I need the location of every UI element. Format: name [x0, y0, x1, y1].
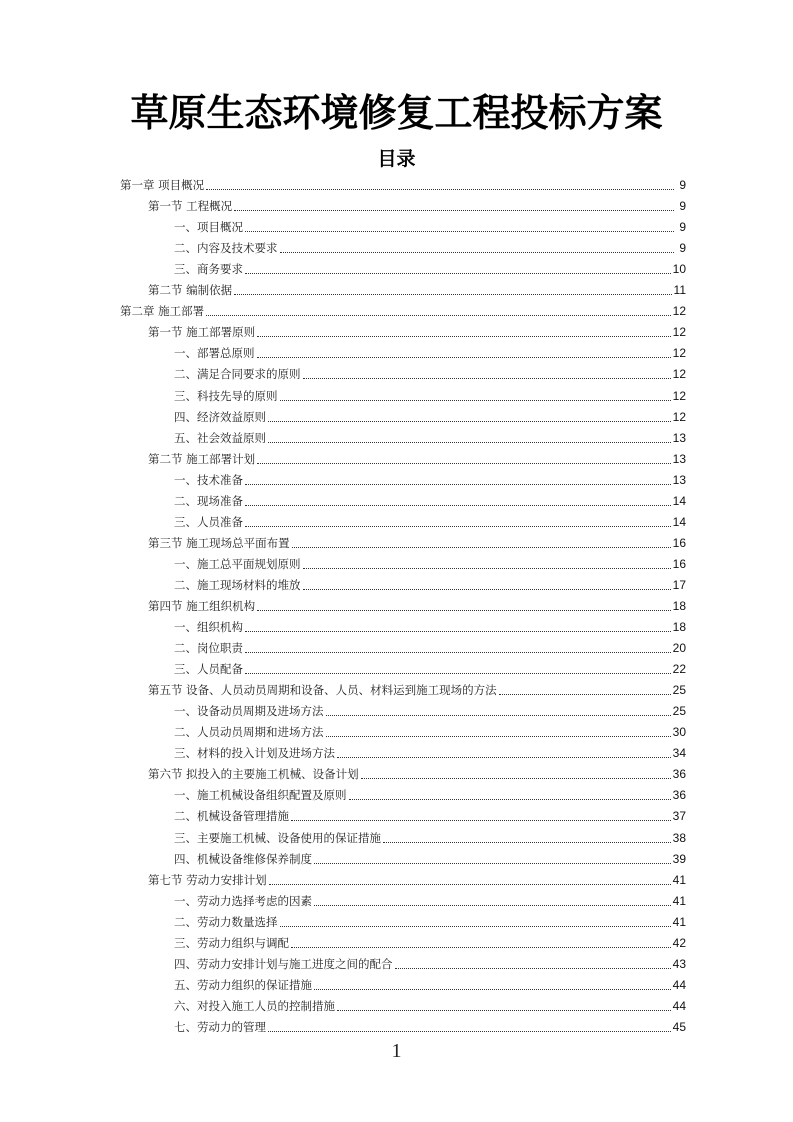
- toc-entry-label: 第二节 施工部署计划: [148, 451, 256, 466]
- toc-entry-label: 二、机械设备管理措施: [174, 809, 289, 824]
- toc-subsection-entry[interactable]: [120, 572, 686, 593]
- dot-leader: [291, 946, 671, 948]
- toc-subsection-entry[interactable]: [120, 698, 686, 719]
- toc-chapter-entry[interactable]: [120, 172, 686, 193]
- toc-entry-page: 12: [672, 304, 686, 319]
- toc-entry-page: 39: [672, 851, 686, 866]
- toc-entry-page: 9: [679, 178, 686, 193]
- toc-section-entry[interactable]: [120, 867, 686, 888]
- toc-entry-label: 一、施工机械设备组织配置及原则: [174, 788, 347, 803]
- toc-entry-label: 三、人员配备: [174, 662, 243, 677]
- dot-leader: [280, 399, 671, 401]
- toc-entry-page: 38: [672, 830, 686, 845]
- toc-entry-label: 一、施工总平面规划原则: [174, 556, 301, 571]
- toc-entry-page: 12: [672, 346, 686, 361]
- dot-leader: [206, 314, 670, 316]
- dot-leader: [257, 356, 671, 358]
- toc-subsection-entry[interactable]: [120, 888, 686, 909]
- toc-entry-label: 三、科技先导的原则: [174, 388, 278, 403]
- toc-entry-label: 一、劳动力选择考虑的因素: [174, 893, 312, 908]
- toc-entry-label: 一、项目概况: [174, 220, 243, 235]
- toc-entry-page: 41: [672, 872, 686, 887]
- dot-leader: [337, 756, 671, 758]
- dot-leader: [245, 504, 671, 506]
- toc-entry-page: 10: [672, 262, 686, 277]
- toc-entry-label: 三、材料的投入计划及进场方法: [174, 746, 335, 761]
- page-number: 1: [391, 1040, 402, 1062]
- toc-entry-page: 11: [673, 283, 686, 298]
- dot-leader: [280, 251, 675, 253]
- toc-entry-label: 二、现场准备: [174, 493, 243, 508]
- dot-leader: [269, 883, 671, 885]
- toc-entry-label: 二、内容及技术要求: [174, 241, 278, 256]
- toc-subsection-entry[interactable]: [120, 972, 686, 993]
- toc-entry-page: 17: [672, 577, 686, 592]
- toc-entry-page: 14: [672, 514, 686, 529]
- toc-entry-label: 第五节 设备、人员动员周期和设备、人员、材料运到施工现场的方法: [148, 683, 497, 698]
- toc-entry-label: 第一章 项目概况: [120, 178, 205, 193]
- toc-entry-page: 9: [679, 220, 686, 235]
- document-title: 草原生态环境修复工程投标方案: [130, 91, 663, 135]
- toc-chapter-entry[interactable]: [120, 298, 686, 319]
- dot-leader: [349, 798, 671, 800]
- toc-section-entry[interactable]: [120, 319, 686, 340]
- toc-subsection-entry[interactable]: [120, 656, 686, 677]
- toc-entry-page: 12: [672, 388, 686, 403]
- toc-subsection-entry[interactable]: [120, 740, 686, 761]
- dot-leader: [268, 420, 671, 422]
- toc-entry-page: 36: [672, 788, 686, 803]
- toc-subsection-entry[interactable]: [120, 488, 686, 509]
- toc-entry-label: 二、满足合同要求的原则: [174, 367, 301, 382]
- toc-entry-page: 37: [672, 809, 686, 824]
- dot-leader: [245, 672, 671, 674]
- toc-entry-page: 43: [672, 956, 686, 971]
- toc-subsection-entry[interactable]: [120, 382, 686, 403]
- toc-entry-label: 二、岗位职责: [174, 641, 243, 656]
- toc-subsection-entry[interactable]: [120, 909, 686, 930]
- dot-leader: [326, 735, 671, 737]
- toc-subsection-entry[interactable]: [120, 214, 686, 235]
- dot-leader: [234, 209, 674, 211]
- toc-entry-label: 第一节 施工部署原则: [148, 325, 256, 340]
- toc-section-entry[interactable]: [120, 446, 686, 467]
- toc-entry-label: 五、社会效益原则: [174, 430, 266, 445]
- toc-entry-label: 第七节 劳动力安排计划: [148, 872, 267, 887]
- toc-subsection-entry[interactable]: [120, 824, 686, 845]
- toc-subsection-entry[interactable]: [120, 509, 686, 530]
- toc-section-entry[interactable]: [120, 277, 686, 298]
- toc-entry-label: 二、人员动员周期和进场方法: [174, 725, 324, 740]
- dot-leader: [314, 988, 671, 990]
- toc-entry-page: 12: [672, 367, 686, 382]
- dot-leader: [234, 293, 671, 295]
- dot-leader: [361, 777, 671, 779]
- toc-subsection-entry[interactable]: [120, 340, 686, 361]
- toc-entry-label: 一、技术准备: [174, 472, 243, 487]
- toc-subsection-entry[interactable]: [120, 635, 686, 656]
- toc-heading: 目录: [377, 148, 416, 170]
- toc-subsection-entry[interactable]: [120, 425, 686, 446]
- toc-subsection-entry[interactable]: [120, 719, 686, 740]
- toc-entry-page: 45: [672, 1019, 686, 1034]
- toc-entry-label: 七、劳动力的管理: [174, 1019, 266, 1034]
- dot-leader: [314, 904, 671, 906]
- toc-entry-label: 第二章 施工部署: [120, 304, 205, 319]
- toc-entry-page: 13: [672, 430, 686, 445]
- dot-leader: [291, 819, 671, 821]
- toc-subsection-entry[interactable]: [120, 846, 686, 867]
- toc-entry-label: 二、施工现场材料的堆放: [174, 577, 301, 592]
- dot-leader: [292, 546, 671, 548]
- toc-section-entry[interactable]: [120, 761, 686, 782]
- toc-entry-page: 36: [672, 767, 686, 782]
- dot-leader: [257, 462, 670, 464]
- dot-leader: [280, 925, 671, 927]
- toc-entry-label: 第三节 施工现场总平面布置: [148, 535, 290, 550]
- toc-subsection-entry[interactable]: [120, 930, 686, 951]
- toc-subsection-entry[interactable]: [120, 551, 686, 572]
- toc-entry-page: 42: [672, 935, 686, 950]
- toc-entry-page: 25: [672, 704, 686, 719]
- toc-entry-page: 16: [672, 556, 686, 571]
- toc-subsection-entry[interactable]: [120, 614, 686, 635]
- toc-entry-label: 第一节 工程概况: [148, 199, 233, 214]
- toc-entry-label: 四、机械设备维修保养制度: [174, 851, 312, 866]
- toc-entry-page: 30: [672, 725, 686, 740]
- toc-entry-label: 三、劳动力组织与调配: [174, 935, 289, 950]
- toc-section-entry[interactable]: [120, 530, 686, 551]
- dot-leader: [268, 1030, 671, 1032]
- toc-subsection-entry[interactable]: [120, 361, 686, 382]
- table-of-contents: [120, 172, 686, 1035]
- toc-entry-page: 18: [672, 620, 686, 635]
- toc-section-entry[interactable]: [120, 593, 686, 614]
- dot-leader: [206, 188, 674, 190]
- dot-leader: [245, 525, 671, 527]
- toc-entry-page: 12: [672, 409, 686, 424]
- dot-leader: [383, 841, 671, 843]
- dot-leader: [245, 230, 674, 232]
- toc-subsection-entry[interactable]: [120, 235, 686, 256]
- dot-leader: [245, 630, 671, 632]
- toc-entry-page: 16: [672, 535, 686, 550]
- toc-entry-label: 六、对投入施工人员的控制措施: [174, 998, 335, 1013]
- toc-section-entry[interactable]: [120, 193, 686, 214]
- toc-entry-label: 一、组织机构: [174, 620, 243, 635]
- toc-entry-page: 44: [672, 977, 686, 992]
- toc-entry-page: 41: [672, 893, 686, 908]
- toc-subsection-entry[interactable]: [120, 803, 686, 824]
- toc-entry-label: 第六节 拟投入的主要施工机械、设备计划: [148, 767, 359, 782]
- dot-leader: [245, 483, 671, 485]
- toc-entry-label: 五、劳动力组织的保证措施: [174, 977, 312, 992]
- toc-entry-page: 14: [672, 493, 686, 508]
- dot-leader: [268, 441, 671, 443]
- toc-subsection-entry[interactable]: [120, 782, 686, 803]
- dot-leader: [257, 609, 670, 611]
- toc-subsection-entry[interactable]: [120, 993, 686, 1014]
- toc-subsection-entry[interactable]: [120, 256, 686, 277]
- toc-subsection-entry[interactable]: [120, 467, 686, 488]
- toc-entry-page: 18: [672, 598, 686, 613]
- toc-entry-page: 13: [672, 472, 686, 487]
- toc-entry-page: 9: [679, 241, 686, 256]
- toc-entry-page: 25: [672, 683, 686, 698]
- toc-entry-label: 第四节 施工组织机构: [148, 598, 256, 613]
- toc-entry-page: 13: [672, 451, 686, 466]
- toc-entry-label: 一、设备动员周期及进场方法: [174, 704, 324, 719]
- toc-entry-page: 34: [672, 746, 686, 761]
- dot-leader: [303, 377, 671, 379]
- dot-leader: [314, 862, 671, 864]
- toc-entry-label: 第二节 编制依据: [148, 283, 233, 298]
- toc-entry-label: 三、商务要求: [174, 262, 243, 277]
- dot-leader: [257, 335, 670, 337]
- toc-entry-label: 一、部署总原则: [174, 346, 255, 361]
- toc-subsection-entry[interactable]: [120, 951, 686, 972]
- dot-leader: [245, 651, 671, 653]
- dot-leader: [499, 693, 671, 695]
- dot-leader: [337, 1009, 671, 1011]
- toc-entry-page: 41: [672, 914, 686, 929]
- dot-leader: [326, 714, 671, 716]
- toc-entry-page: 20: [672, 641, 686, 656]
- toc-entry-page: 9: [679, 199, 686, 214]
- toc-entry-label: 三、人员准备: [174, 514, 243, 529]
- toc-entry-page: 22: [672, 662, 686, 677]
- dot-leader: [395, 967, 671, 969]
- dot-leader: [303, 567, 671, 569]
- dot-leader: [245, 272, 671, 274]
- toc-entry-page: 12: [672, 325, 686, 340]
- toc-subsection-entry[interactable]: [120, 404, 686, 425]
- dot-leader: [303, 588, 671, 590]
- toc-section-entry[interactable]: [120, 677, 686, 698]
- toc-entry-label: 四、劳动力安排计划与施工进度之间的配合: [174, 956, 393, 971]
- toc-entry-label: 四、经济效益原则: [174, 409, 266, 424]
- toc-entry-label: 三、主要施工机械、设备使用的保证措施: [174, 830, 381, 845]
- toc-entry-label: 二、劳动力数量选择: [174, 914, 278, 929]
- toc-entry-page: 44: [672, 998, 686, 1013]
- toc-subsection-entry[interactable]: [120, 1014, 686, 1035]
